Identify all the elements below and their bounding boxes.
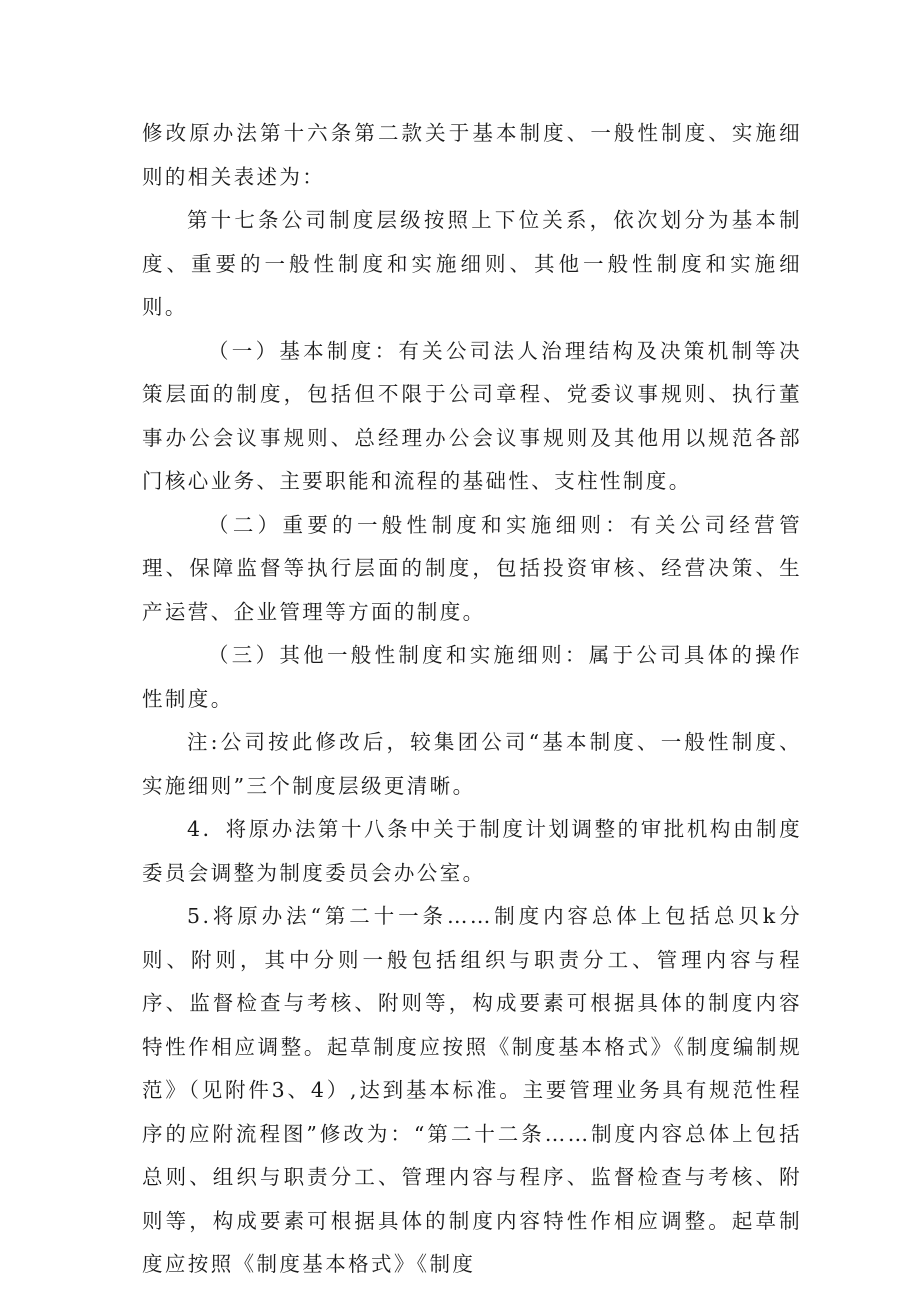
paragraph-item-2: （二）重要的一般性制度和实施细则：有关公司经营管理、保障监督等执行层面的制度，包括投资审核、经营决策、生产运营、企业管理等方面的制度。: [142, 512, 802, 624]
paragraph-note: 注:公司按此修改后，较集团公司“基本制度、一般性制度、实施细则”三个制度层级更清晰。: [142, 730, 802, 798]
paragraph-item-3: （三）其他一般性制度和实施细则：属于公司具体的操作性制度。: [142, 643, 802, 711]
paragraph-item-1: （一）基本制度：有关公司法人治理结构及决策机制等决策层面的制度，包括但不限于公司章程、党委议事规则、执行董事办公会议事规则、总经理办公会议事规则及其他用以规范各部门核心业务、主要职能和流程的基础性、支柱性制度。: [142, 338, 802, 493]
paragraph-intro: 修改原办法第十六条第二款关于基本制度、一般性制度、实施细则的相关表述为：: [142, 121, 802, 189]
paragraph-point-4: 4．将原办法第十八条中关于制度计划调整的审批机构由制度委员会调整为制度委员会办公室。: [142, 817, 802, 885]
paragraph-point-5: 5.将原办法“第二十一条……制度内容总体上包括总贝k分则、附则，其中分则一般包括组织与职责分工、管理内容与程序、监督检查与考核、附则等，构成要素可根据具体的制度内容特性作相应调整。起草制度应按照《制度基本格式》《制度编制规范》（见附件3、4）,达到基本标准。主要管理业务具有规范性程序的应附流程图”修改为：“第二十二条……制度内容总体上包括总则、组织与职责分工、管理内容与程序、监督检查与考核、附则等，构成要素可根据具体的制度内容特性作相应调整。起草制度应按照《制度基本格式》《制度: [142, 904, 802, 1276]
paragraph-article-17: 第十七条公司制度层级按照上下位关系，依次划分为基本制度、重要的一般性制度和实施细则、其他一般性制度和实施细则。: [142, 208, 802, 319]
document-page: [142, 112, 802, 1287]
